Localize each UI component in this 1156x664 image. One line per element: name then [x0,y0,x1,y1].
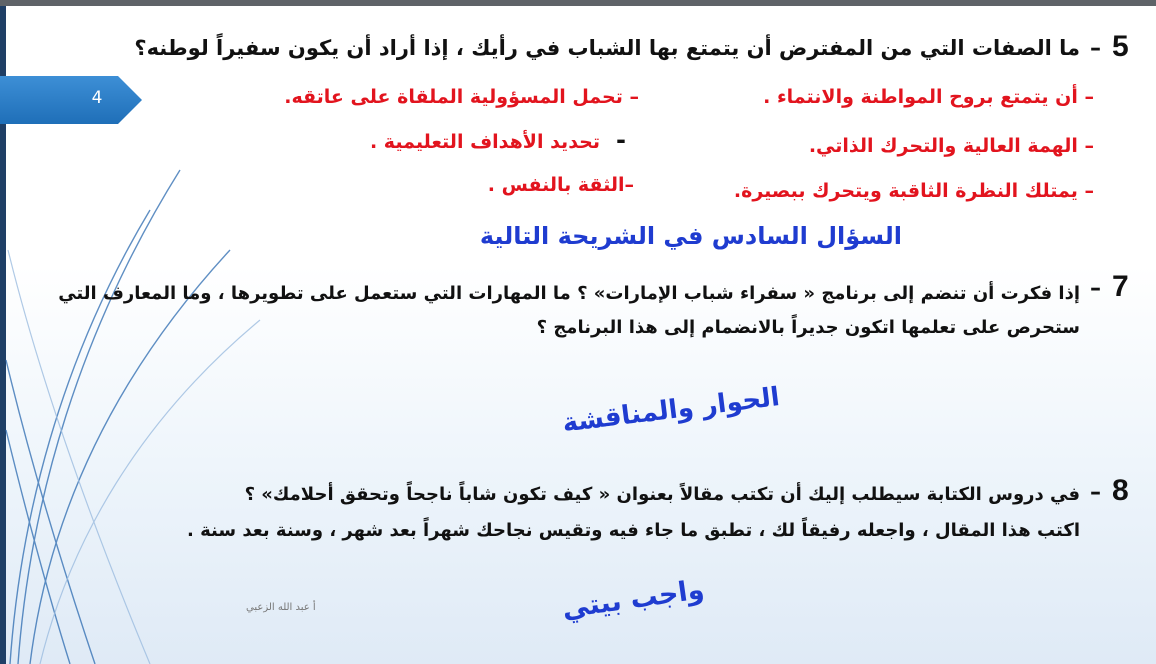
question-8-number: 8 [1112,474,1129,507]
answer-5-6: –الثقة بالنفس . [487,174,634,196]
question-7-line-2: ستحرص على تعلمها اتكون جديراً بالانضمام إلى هذا البرنامج ؟ [536,317,1080,338]
question-7-dash: – [1090,276,1101,301]
answer-5-5: تحديد الأهداف التعليمية . [369,131,600,153]
answer-5-5-bullet: - [616,126,626,154]
question-5-text: ما الصفات التي من المفترض أن يتمتع بها الشباب في رأيك ، إذا أراد أن يكون سفيراً لوطنه؟ [134,36,1080,60]
answer-5-4: – تحمل المسؤولية الملقاة على عاتقه. [284,86,639,108]
top-border [0,0,1156,6]
question-5-number: 5 [1112,30,1129,63]
question-5-dash: – [1090,36,1101,61]
author-credit: أ عبد الله الزعبي [246,602,316,613]
homework-label: واجب بيتي [560,574,707,625]
question-7-number: 7 [1112,270,1129,303]
answer-5-3: – يمتلك النظرة الثاقبة ويتحرك ببصيرة. [733,180,1094,202]
answer-5-1: – أن يتمتع بروح المواطنة والانتماء . [763,86,1094,108]
question-6-note: السؤال السادس في الشريحة التالية [479,222,902,250]
discussion-label: الحوار والمناقشة [561,382,782,439]
page-number-tab [0,76,142,124]
question-7-line-1: إذا فكرت أن تنضم إلى برنامج « سفراء شباب الإمارات» ؟ ما المهارات التي ستعمل على تطويرها ، وما المعارف التي [58,283,1080,304]
answer-5-2: – الهمة العالية والتحرك الذاتي. [808,135,1094,157]
question-8-line-1: في دروس الكتابة سيطلب إليك أن تكتب مقالاً بعنوان « كيف تكون شاباً ناجحاً وتحقق أحلامك» ؟ [244,484,1080,505]
page-number: 4 [91,88,103,108]
question-8-dash: – [1090,480,1101,505]
question-8-line-2: اكتب هذا المقال ، واجعله رفيقاً لك ، تطبق ما جاء فيه وتقيس نجاحك شهراً بعد شهر ، وسنة بعد سنة . [186,520,1080,541]
